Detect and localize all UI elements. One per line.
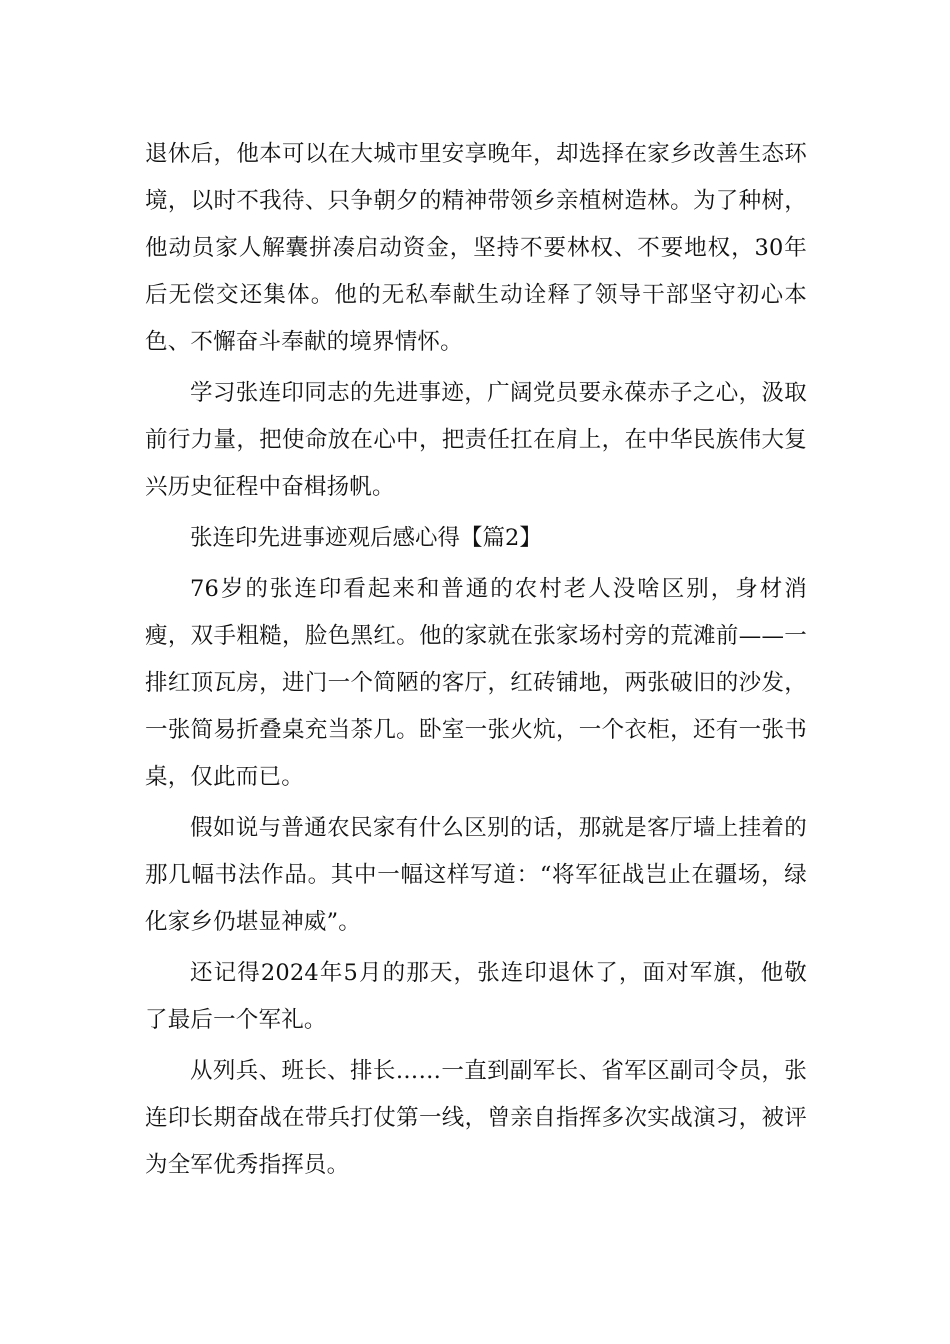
- paragraph-retirement-afforestation: 退休后，他本可以在大城市里安享晚年，却选择在家乡改善生态环境，以时不我待、只争朝夕的精神带领乡亲植树造林。为了种树，他动员家人解囊拼凑启动资金，坚持不要林权、不要地权，30年后无偿交还集体。他的无私奉献生动诠释了领导干部坚守初心本色、不懈奋斗奉献的境界情怀。: [145, 141, 807, 355]
- section-heading: 张连印先进事迹观后感心得【篇2】: [190, 525, 542, 551]
- paragraph-home-description: 76岁的张连印看起来和普通的农村老人没啥区别，身材消瘦，双手粗糙，脸色黑红。他的家就在张家场村旁的荒滩前——一排红顶瓦房，进门一个简陋的客厅，红砖铺地，两张破旧的沙发，一张简易折叠桌充当茶几。卧室一张火炕，一个衣柜，还有一张书桌，仅此而已。: [145, 576, 807, 790]
- paragraph-military-career: 从列兵、班长、排长……一直到副军长、省军区副司令员，张连印长期奋战在带兵打仗第一线，曾亲自指挥多次实战演习，被评为全军优秀指挥员。: [145, 1058, 807, 1178]
- document-body: [145, 131, 807, 1193]
- paragraph-learning-call: 学习张连印同志的先进事迹，广阔党员要永葆赤子之心，汲取前行力量，把使命放在心中，把责任扛在肩上，在中华民族伟大复兴历史征程中奋楫扬帆。: [145, 380, 807, 500]
- paragraph-retirement-day: 还记得2024年5月的那天，张连印退休了，面对军旗，他敬了最后一个军礼。: [145, 960, 807, 1033]
- paragraph-calligraphy: 假如说与普通农民家有什么区别的话，那就是客厅墙上挂着的那几幅书法作品。其中一幅这样写道：“将军征战岂止在疆场，绿化家乡仍堪显神威”。: [145, 815, 807, 935]
